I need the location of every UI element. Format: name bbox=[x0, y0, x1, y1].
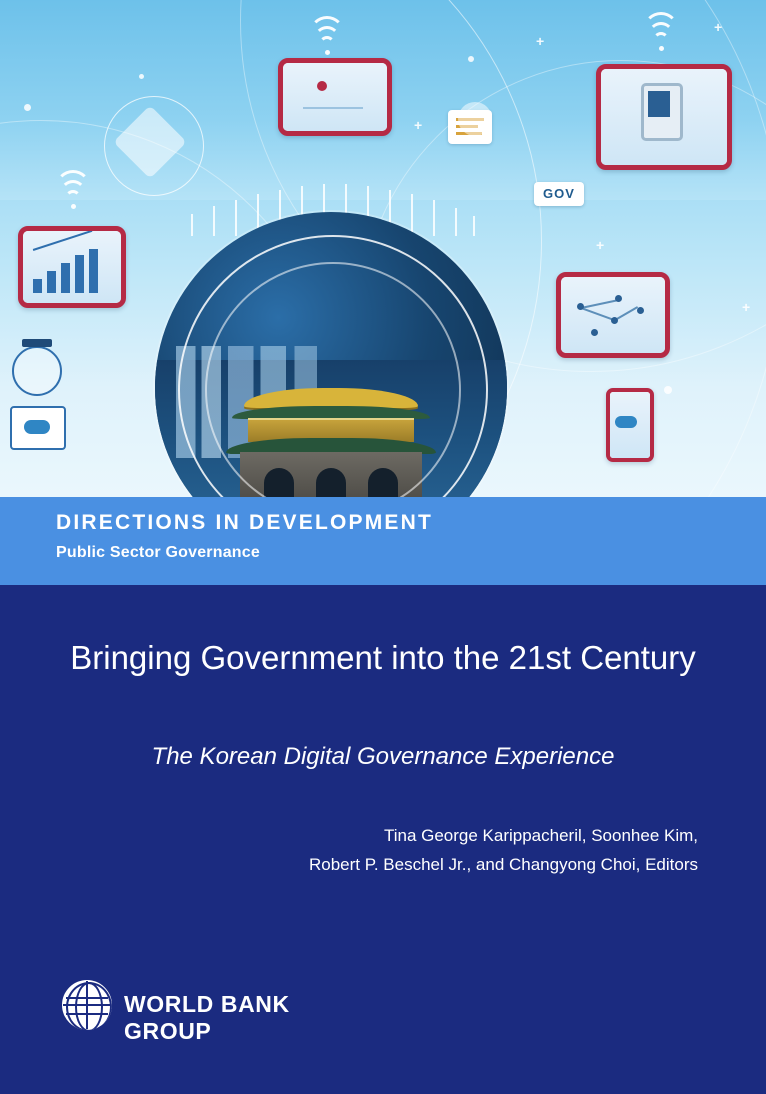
series-title: DIRECTIONS IN DEVELOPMENT bbox=[56, 511, 434, 534]
skier-phone-icon bbox=[278, 58, 392, 136]
gov-tag: GOV bbox=[534, 182, 584, 206]
title-panel bbox=[0, 585, 766, 1094]
book-authors: Tina George Karippacheril, Soonhee Kim, Robert P. Beschel Jr., and Changyong Choi, Editors bbox=[308, 826, 698, 874]
skier-figure bbox=[317, 81, 327, 91]
cloud-icon bbox=[24, 420, 50, 434]
bar-chart-phone-icon bbox=[18, 226, 126, 308]
world-bank-globe-icon bbox=[62, 980, 112, 1030]
wifi-icon bbox=[310, 28, 344, 52]
decorative-plus-icon: + bbox=[414, 117, 423, 133]
decorative-plus-icon: + bbox=[714, 19, 723, 35]
publisher-name: WORLD BANK GROUP bbox=[124, 991, 290, 1044]
monitor-cloud-icon bbox=[10, 406, 66, 450]
wifi-icon bbox=[56, 182, 90, 206]
cover-illustration bbox=[0, 0, 766, 497]
series-subtitle: Public Sector Governance bbox=[56, 544, 260, 561]
graduation-globe-icon bbox=[12, 346, 62, 396]
decorative-plus-icon: + bbox=[536, 33, 545, 49]
decorative-dot bbox=[664, 386, 672, 394]
decorative-plus-icon: + bbox=[742, 299, 751, 315]
book-subtitle: The Korean Digital Governance Experience bbox=[151, 743, 615, 770]
series-band bbox=[0, 497, 766, 585]
decorative-dot bbox=[468, 56, 474, 62]
publisher-logo bbox=[62, 980, 362, 1044]
decorative-dot bbox=[139, 74, 144, 79]
network-phone-icon bbox=[556, 272, 670, 358]
document-halo bbox=[458, 102, 492, 136]
book-title: Bringing Government into the 21st Century bbox=[70, 639, 696, 676]
cloud-phone-icon bbox=[606, 388, 654, 462]
decorative-dot bbox=[24, 104, 31, 111]
cloud-icon bbox=[615, 416, 637, 428]
tablet-device-icon bbox=[596, 64, 732, 170]
decorative-plus-icon: + bbox=[596, 237, 605, 253]
wifi-icon bbox=[644, 24, 678, 48]
bar-chart bbox=[33, 253, 99, 293]
